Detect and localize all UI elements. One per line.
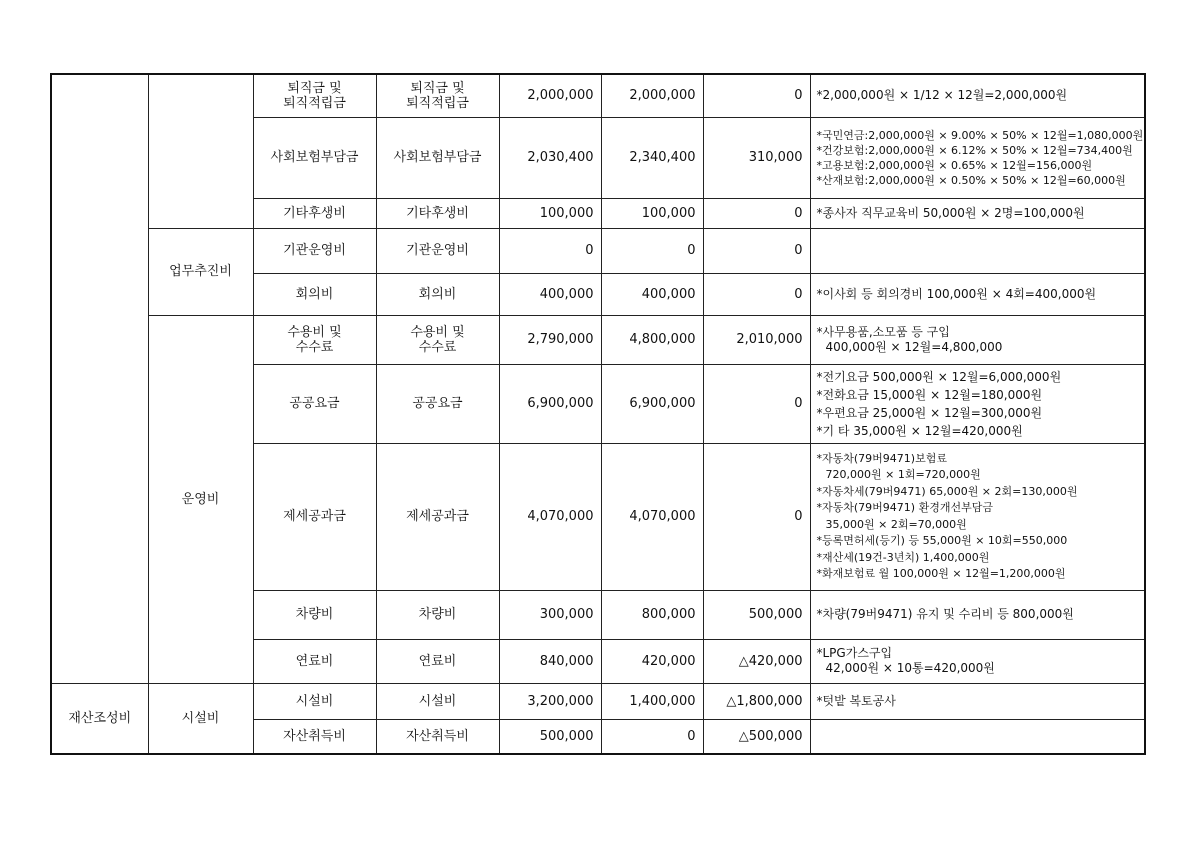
table-row — [51, 315, 1145, 364]
diff-amount: 500,000 — [703, 590, 810, 639]
group-cell — [148, 74, 253, 228]
prev-amount: 3,200,000 — [499, 683, 601, 719]
diff-amount: △420,000 — [703, 639, 810, 683]
budget-table — [50, 73, 1146, 755]
calc-notes: *전기요금 500,000원 × 12월=6,000,000원 *전화요금 15,000원 × 12월=180,000원 *우편요금 25,000원 × 12월=300,000원 *기 타 35,000원 × 12월=420,000원 — [810, 364, 1145, 443]
table-row — [51, 228, 1145, 273]
sub-item-cell: 자산취득비 — [253, 719, 376, 754]
calc-notes — [810, 228, 1145, 273]
curr-amount: 0 — [601, 228, 703, 273]
item-cell: 시설비 — [376, 683, 499, 719]
prev-amount: 300,000 — [499, 590, 601, 639]
calc-notes — [810, 719, 1145, 754]
curr-amount: 2,000,000 — [601, 74, 703, 117]
prev-amount: 2,030,400 — [499, 117, 601, 198]
curr-amount: 0 — [601, 719, 703, 754]
sub-item-cell: 기관운영비 — [253, 228, 376, 273]
sub-item-cell: 퇴직금 및 퇴직적립금 — [253, 74, 376, 117]
diff-amount: 0 — [703, 228, 810, 273]
calc-notes: *자동차(79버9471)보험료 720,000원 × 1회=720,000원 *자동차세(79버9471) 65,000원 × 2회=130,000원 *자동차(79버9471) 환경개선부담금 35,000원 × 2회=70,000원 *등록면허세(등기) 등 55,000원 × 10회=550,000 *재산세(19건-3년치) 1,400,000원 *화재보험료 월 100,000원 × 12월=1,200,000원 — [810, 443, 1145, 590]
prev-amount: 840,000 — [499, 639, 601, 683]
curr-amount: 400,000 — [601, 273, 703, 315]
calc-notes: *LPG가스구입 42,000원 × 10통=420,000원 — [810, 639, 1145, 683]
table-row — [51, 683, 1145, 719]
diff-amount: 2,010,000 — [703, 315, 810, 364]
prev-amount: 2,790,000 — [499, 315, 601, 364]
calc-notes: *이사회 등 회의경비 100,000원 × 4회=400,000원 — [810, 273, 1145, 315]
diff-amount: 0 — [703, 198, 810, 228]
sub-item-cell: 연료비 — [253, 639, 376, 683]
sub-item-cell: 시설비 — [253, 683, 376, 719]
curr-amount: 100,000 — [601, 198, 703, 228]
diff-amount: △500,000 — [703, 719, 810, 754]
diff-amount: △1,800,000 — [703, 683, 810, 719]
diff-amount: 0 — [703, 443, 810, 590]
group-cell: 시설비 — [148, 683, 253, 754]
item-cell: 사회보험부담금 — [376, 117, 499, 198]
prev-amount: 400,000 — [499, 273, 601, 315]
curr-amount: 1,400,000 — [601, 683, 703, 719]
calc-notes: *사무용품,소모품 등 구입 400,000원 × 12월=4,800,000 — [810, 315, 1145, 364]
prev-amount: 500,000 — [499, 719, 601, 754]
calc-notes: *차량(79버9471) 유지 및 수리비 등 800,000원 — [810, 590, 1145, 639]
item-cell: 제세공과금 — [376, 443, 499, 590]
item-cell: 기타후생비 — [376, 198, 499, 228]
curr-amount: 6,900,000 — [601, 364, 703, 443]
item-cell: 기관운영비 — [376, 228, 499, 273]
sub-item-cell: 공공요금 — [253, 364, 376, 443]
calc-notes: *종사자 직무교육비 50,000원 × 2명=100,000원 — [810, 198, 1145, 228]
table-row — [51, 74, 1145, 117]
sub-item-cell: 제세공과금 — [253, 443, 376, 590]
sub-item-cell: 수용비 및 수수료 — [253, 315, 376, 364]
diff-amount: 0 — [703, 273, 810, 315]
curr-amount: 2,340,400 — [601, 117, 703, 198]
curr-amount: 800,000 — [601, 590, 703, 639]
prev-amount: 2,000,000 — [499, 74, 601, 117]
prev-amount: 4,070,000 — [499, 443, 601, 590]
sub-item-cell: 기타후생비 — [253, 198, 376, 228]
sub-item-cell: 차량비 — [253, 590, 376, 639]
item-cell: 연료비 — [376, 639, 499, 683]
calc-notes: *텃밭 복토공사 — [810, 683, 1145, 719]
calc-notes: *국민연금:2,000,000원 × 9.00% × 50% × 12월=1,080,000원 *건강보험:2,000,000원 × 6.12% × 50% × 12월=734,400원 *고용보험:2,000,000원 × 0.65% × 12월=156,000원 *산재보험:2,000,000원 × 0.50% × 50% × 12월=60,000원 — [810, 117, 1145, 198]
item-cell: 수용비 및 수수료 — [376, 315, 499, 364]
group-cell: 업무추진비 — [148, 228, 253, 315]
item-cell: 자산취득비 — [376, 719, 499, 754]
item-cell: 퇴직금 및 퇴직적립금 — [376, 74, 499, 117]
group-cell: 운영비 — [148, 315, 253, 683]
diff-amount: 0 — [703, 74, 810, 117]
prev-amount: 100,000 — [499, 198, 601, 228]
item-cell: 회의비 — [376, 273, 499, 315]
item-cell: 공공요금 — [376, 364, 499, 443]
diff-amount: 0 — [703, 364, 810, 443]
diff-amount: 310,000 — [703, 117, 810, 198]
prev-amount: 6,900,000 — [499, 364, 601, 443]
curr-amount: 4,070,000 — [601, 443, 703, 590]
calc-notes: *2,000,000원 × 1/12 × 12월=2,000,000원 — [810, 74, 1145, 117]
prev-amount: 0 — [499, 228, 601, 273]
section-cell — [51, 74, 148, 683]
sub-item-cell: 사회보험부담금 — [253, 117, 376, 198]
section-cell: 재산조성비 — [51, 683, 148, 754]
curr-amount: 4,800,000 — [601, 315, 703, 364]
sub-item-cell: 회의비 — [253, 273, 376, 315]
item-cell: 차량비 — [376, 590, 499, 639]
curr-amount: 420,000 — [601, 639, 703, 683]
